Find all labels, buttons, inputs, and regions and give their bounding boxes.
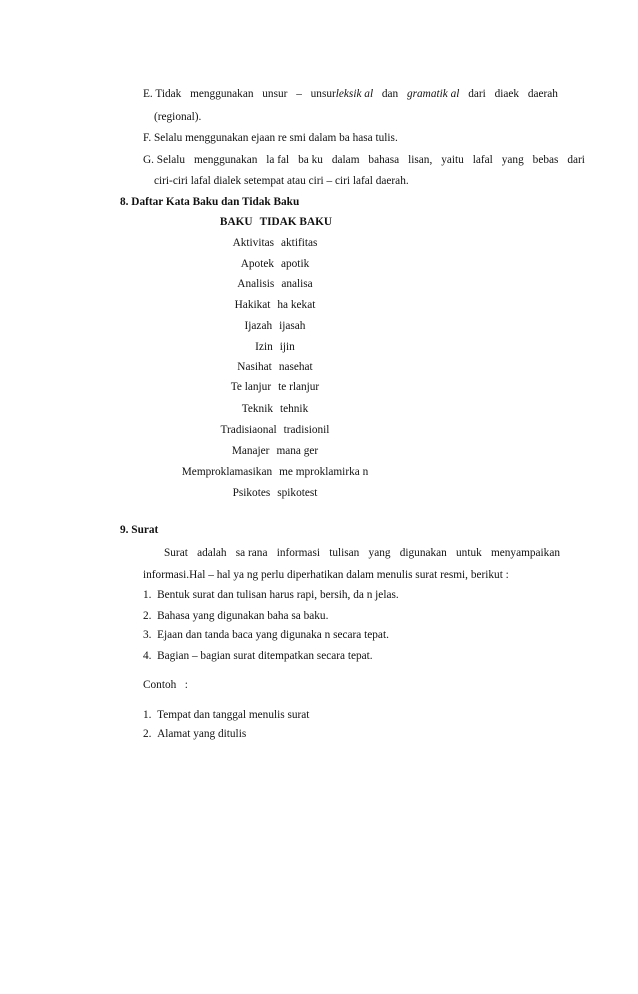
baku-word: Teknik <box>241 403 273 415</box>
point-e-word: unsur <box>262 88 288 100</box>
point-g-word: yaitu <box>441 154 464 166</box>
point-g-word: bebas <box>532 154 559 166</box>
point-e-line2: (regional). <box>154 111 202 123</box>
point-e-word: daerah <box>527 88 558 100</box>
point-g-word: dari <box>567 154 585 166</box>
para-word: sa rana <box>235 547 268 559</box>
baku-word: Te lanjur <box>230 381 272 393</box>
point-e-word: menggunakan <box>190 88 254 100</box>
italic-term: gramatik al <box>406 88 460 100</box>
word-row <box>0 298 594 312</box>
point-g-word: la fal <box>266 154 290 166</box>
tidak-baku-word: nasehat <box>278 361 313 373</box>
para-word: Surat <box>164 547 188 559</box>
list-item: 4. Bagian – bagian surat ditempatkan secara tepat. <box>143 650 373 662</box>
contoh-list-item: 2. Alamat yang ditulis <box>143 728 247 740</box>
baku-word: Nasihat <box>237 361 272 373</box>
section-9-para-line1 <box>164 546 560 560</box>
word-row <box>0 319 594 333</box>
word-row <box>0 236 594 250</box>
point-g-word: ba ku <box>298 154 323 166</box>
baku-word: Hakikat <box>234 299 271 311</box>
baku-word: Memproklamasikan <box>181 466 273 478</box>
list-item: 3. Ejaan dan tanda baca yang digunaka n secara tepat. <box>143 629 389 641</box>
para-word: informasi <box>276 547 320 559</box>
col-tidak-baku-header: TIDAK BAKU <box>259 216 333 228</box>
point-e-word: E. Tidak <box>143 88 182 100</box>
point-g-word: lafal <box>472 154 493 166</box>
point-g-word: G. Selalu <box>143 154 186 166</box>
tidak-baku-word: mana ger <box>276 445 319 457</box>
list-item: 2. Bahasa yang digunakan baha sa baku. <box>143 610 329 622</box>
tidak-baku-word: aktifitas <box>281 237 318 249</box>
tidak-baku-word: ha kekat <box>277 299 316 311</box>
para-word: tulisan <box>329 547 360 559</box>
baku-word: Ijazah <box>244 320 273 332</box>
para-word: digunakan <box>399 547 447 559</box>
col-baku-header: BAKU <box>219 216 253 228</box>
word-row <box>0 360 594 374</box>
section-9-heading: 9. Surat <box>120 524 159 536</box>
word-row <box>0 277 594 291</box>
point-e-line1 <box>143 87 558 101</box>
para-word: untuk <box>456 547 482 559</box>
tidak-baku-word: te rlanjur <box>278 381 320 393</box>
tidak-baku-word: me mproklamirka n <box>279 466 369 478</box>
point-g-word: menggunakan <box>193 154 258 166</box>
list-item: 1. Bentuk surat dan tulisan harus rapi, bersih, da n jelas. <box>143 589 399 601</box>
point-g-line2: ciri-ciri lafal dialek setempat atau ciri – ciri lafal daerah. <box>154 175 409 187</box>
section-9-para-line2: informasi.Hal – hal ya ng perlu diperhatikan dalam menulis surat resmi, berikut : <box>143 569 509 581</box>
point-g-word: lisan, <box>408 154 433 166</box>
word-row <box>0 465 594 479</box>
baku-word: Psikotes <box>232 487 271 499</box>
para-word: menyampaikan <box>490 547 560 559</box>
tidak-baku-word: spikotest <box>277 487 318 499</box>
word-table-header <box>0 215 595 229</box>
para-word: yang <box>368 547 391 559</box>
baku-word: Manajer <box>231 445 270 457</box>
point-g-word: bahasa <box>368 154 400 166</box>
para-word: adalah <box>197 547 227 559</box>
tidak-baku-word: tradisionil <box>283 424 330 436</box>
baku-word: Aktivitas <box>232 237 275 249</box>
word-row <box>0 380 594 394</box>
point-g-line1 <box>143 153 585 167</box>
word-row <box>0 486 594 500</box>
point-g-word: dalam <box>331 154 360 166</box>
word-row <box>0 402 594 416</box>
contoh-label: Contoh : <box>143 679 188 691</box>
baku-word: Analisis <box>237 278 275 290</box>
point-f: F. Selalu menggunakan ejaan re smi dalam ba hasa tulis. <box>143 132 398 144</box>
tidak-baku-word: tehnik <box>279 403 309 415</box>
word-row <box>0 444 594 458</box>
tidak-baku-word: apotik <box>281 258 310 270</box>
contoh-list-item: 1. Tempat dan tanggal menulis surat <box>143 709 310 721</box>
tidak-baku-word: analisa <box>281 278 313 290</box>
point-e-word: dan <box>381 88 399 100</box>
point-e-word: dari <box>468 88 486 100</box>
baku-word: Tradisiaonal <box>220 424 277 436</box>
word-row <box>0 340 594 354</box>
point-g-word: yang <box>501 154 524 166</box>
point-e-word: – <box>296 88 302 100</box>
tidak-baku-word: ijasah <box>279 320 306 332</box>
baku-word: Apotek <box>240 258 274 270</box>
word-row <box>0 423 594 437</box>
word-row <box>0 257 594 271</box>
point-e-word-group: unsurleksik al <box>310 88 374 100</box>
italic-term: leksik al <box>335 88 374 100</box>
baku-word: Izin <box>255 341 273 353</box>
point-e-word: diaek <box>494 88 520 100</box>
section-8-heading: 8. Daftar Kata Baku dan Tidak Baku <box>120 196 300 208</box>
tidak-baku-word: ijin <box>279 341 295 353</box>
